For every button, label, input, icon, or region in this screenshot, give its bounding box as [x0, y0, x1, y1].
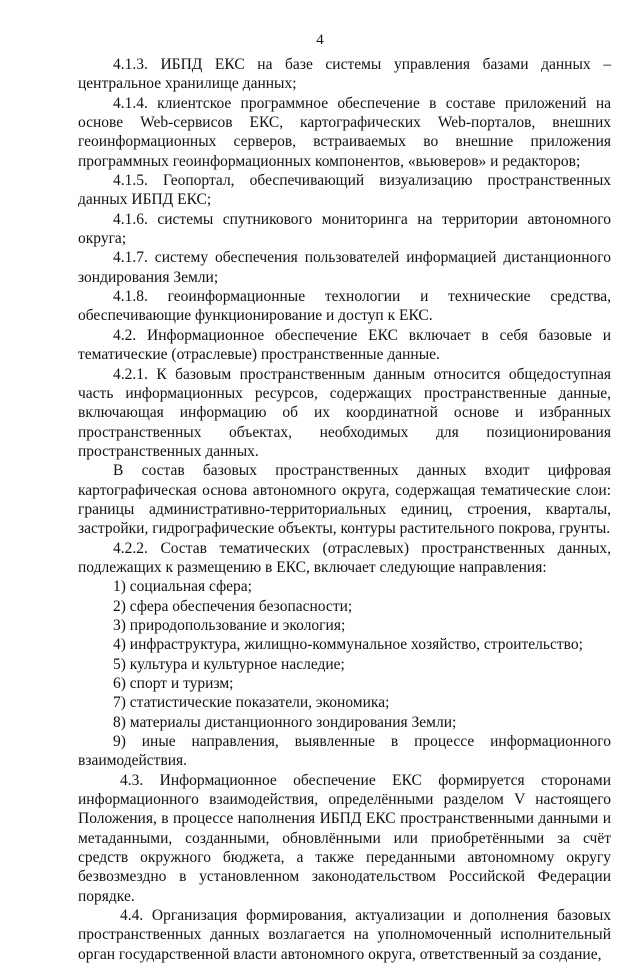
page-number: 4: [316, 32, 324, 48]
paragraph-base-data-composition: В состав базовых пространственных данных входит цифровая картографическая основа автономного округа, содержащая тематические слои: границы административно-территориальных единиц, строения, кварталы, застройки, гидрографические объекты, контуры растительного покрова, грунты.: [78, 462, 611, 538]
paragraph-4-1-8: 4.1.8. геоинформационные технологии и технические средства, обеспечивающие функционирование и доступ к ЕКС.: [78, 288, 611, 325]
paragraph-4-4: 4.4. Организация формирования, актуализации и дополнения базовых пространственных данных возлагается на уполномоченный исполнительный орган государственной власти автономного округа, ответственный за создание,: [78, 907, 611, 963]
list-item-3: 3) природопользование и экология;: [113, 616, 346, 634]
list-item-7: 7) статистические показатели, экономика;: [113, 694, 390, 712]
paragraph-4-1-4: 4.1.4. клиентское программное обеспечение в составе приложений на основе Web-сервисов ЕКС, картографических Web-порталов, внешних геоинформационных серверов, встраиваемых во внешние приложения программных геоинформационных компонентов, «вьюверов» и редакторов;: [78, 94, 611, 170]
paragraph-4-1-7: 4.1.7. систему обеспечения пользователей информацией дистанционного зондирования Земли;: [78, 249, 611, 286]
paragraph-4-1-6: 4.1.6. системы спутникового мониторинга на территории автономного округа;: [78, 210, 611, 248]
paragraph-4-2-1: 4.2.1. К базовым пространственным данным относится общедоступная часть информационных ресурсов, содержащих пространственные данные, включающая информацию об их координатной основе и избранных пространственных объектах, необходимых для позиционирования пространственных данных.: [78, 365, 611, 460]
paragraph-4-3: 4.3. Информационное обеспечение ЕКС формируется сторонами информационного взаимодействия, определёнными разделом V настоящего Положения, в процессе наполнения ИБПД ЕКС пространственными данными и метаданными, созданными, обновлёнными или приобретёнными за счёт средств окружного бюджета, а также переданными автономному округу безвозмездно в установленном законодательством Российской Федерации порядке.: [78, 771, 611, 905]
paragraph-4-2: 4.2. Информационное обеспечение ЕКС включает в себя базовые и тематические (отраслевые) пространственные данные.: [78, 326, 611, 364]
list-item-2: 2) сфера обеспечения безопасности;: [113, 597, 353, 615]
paragraph-4-1-5: 4.1.5. Геопортал, обеспечивающий визуализацию пространственных данных ИБПД ЕКС;: [78, 172, 611, 209]
list-item-8: 8) материалы дистанционного зондирования Земли;: [113, 713, 457, 731]
paragraph-4-1-3: 4.1.3. ИБПД ЕКС на базе системы управления базами данных – центральное хранилище данных;: [78, 56, 611, 93]
list-item-9: 9) иные направления, выявленные в процессе информационного взаимодействия.: [78, 733, 611, 770]
paragraph-4-2-2: 4.2.2. Состав тематических (отраслевых) пространственных данных, подлежащих к размещению в ЕКС, включает следующие направления:: [78, 539, 611, 576]
list-item-1: 1) социальная сфера;: [113, 578, 252, 596]
list-item-6: 6) спорт и туризм;: [113, 675, 234, 692]
list-item-5: 5) культура и культурное наследие;: [113, 655, 345, 673]
document-body: [78, 55, 611, 964]
list-item-4: 4) инфраструктура, жилищно-коммунальное хозяйство, строительство;: [113, 636, 583, 654]
